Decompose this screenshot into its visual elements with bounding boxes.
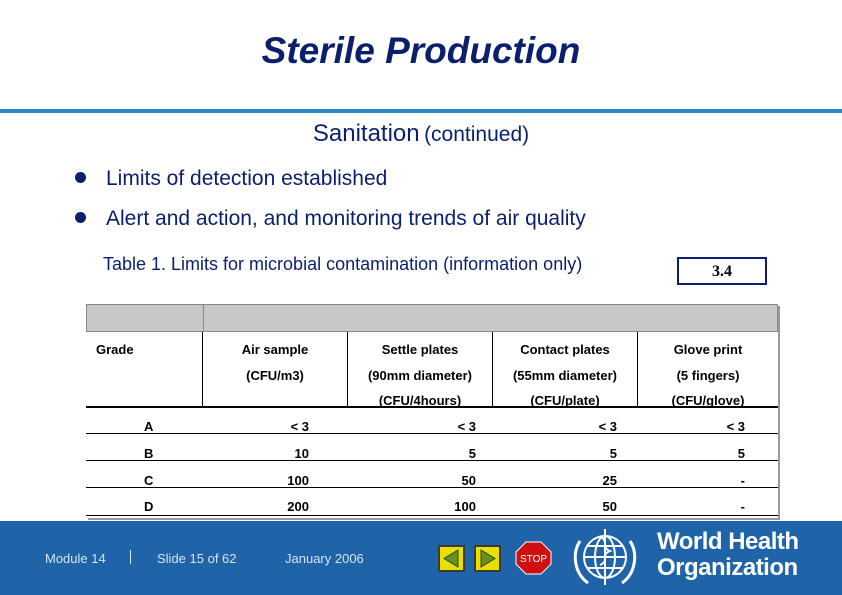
title-rule	[0, 109, 842, 113]
footer-slide-info: Slide 15 of 62	[157, 551, 237, 566]
table-cell-grade: C	[144, 473, 154, 488]
bullet-item	[75, 207, 586, 231]
header-contact-plates: Contact plates	[520, 342, 610, 357]
reference-number: 3.4	[677, 257, 767, 285]
who-name-line1: World Health	[657, 528, 799, 555]
header-settle-plates: Settle plates	[381, 342, 459, 357]
prev-arrow-icon	[440, 547, 463, 570]
table-cell: 50	[461, 473, 476, 488]
table-header-band	[86, 304, 778, 332]
table-cell: -	[740, 473, 745, 488]
header-glove-print-size: (5 fingers)	[676, 368, 740, 383]
table-cell: 100	[454, 499, 476, 514]
bullet-text: Limits of detection established	[106, 167, 388, 190]
slide-title: Sterile Production	[261, 30, 581, 71]
table-cell-grade: D	[144, 499, 154, 514]
slide-subtitle	[0, 120, 842, 148]
table-cell: 200	[287, 499, 309, 514]
bullet-dot-icon	[75, 172, 86, 183]
header-contact-plates-size: (55mm diameter)	[512, 368, 618, 383]
header-air-sample: Air sample	[241, 342, 309, 357]
who-name	[657, 529, 799, 581]
stop-sign-icon	[515, 541, 552, 575]
table-cell: < 3	[598, 419, 617, 434]
footer-separator	[130, 550, 131, 564]
header-glove-print: Glove print	[673, 342, 743, 357]
stop-button[interactable]	[515, 541, 552, 575]
table-cell-grade: A	[144, 419, 154, 434]
bullet-item	[75, 167, 387, 191]
table-cell: 100	[287, 473, 309, 488]
next-slide-button[interactable]	[474, 545, 501, 572]
table-grid	[86, 332, 778, 518]
header-settle-plates-size: (90mm diameter)	[367, 368, 473, 383]
subtitle-main: Sanitation	[312, 120, 420, 147]
table-cell: < 3	[290, 419, 309, 434]
table-cell-grade: B	[144, 446, 154, 461]
subtitle-continued: (continued)	[424, 123, 530, 146]
table-cell: 5	[737, 446, 745, 461]
table-caption: Table 1. Limits for microbial contamination (information only)	[103, 254, 583, 274]
next-arrow-icon	[476, 547, 499, 570]
footer-module: Module 14	[45, 551, 106, 566]
table-cell: < 3	[457, 419, 476, 434]
header-settle-plates-unit: (CFU/4hours)	[378, 393, 462, 408]
bullet-dot-icon	[75, 212, 86, 223]
table-cell: -	[740, 499, 745, 514]
table-cell: 10	[294, 446, 309, 461]
table-cell: 5	[468, 446, 476, 461]
header-air-sample-unit: (CFU/m3)	[246, 368, 304, 383]
header-contact-plates-unit: (CFU/plate)	[530, 393, 600, 408]
previous-slide-button[interactable]	[438, 545, 465, 572]
table-cell: 25	[602, 473, 617, 488]
table-cell: < 3	[726, 419, 745, 434]
who-emblem-icon	[570, 523, 640, 591]
header-glove-print-unit: (CFU/glove)	[671, 393, 745, 408]
footer-bar	[0, 521, 842, 595]
who-name-line2: Organization	[657, 554, 798, 581]
header-grade: Grade	[96, 342, 134, 357]
bullet-text: Alert and action, and monitoring trends of air quality	[106, 207, 586, 230]
table-cell: 50	[602, 499, 617, 514]
stop-label: STOP	[519, 554, 548, 565]
table-cell: 5	[609, 446, 617, 461]
footer-date: January 2006	[285, 551, 364, 566]
contamination-table	[86, 304, 778, 518]
